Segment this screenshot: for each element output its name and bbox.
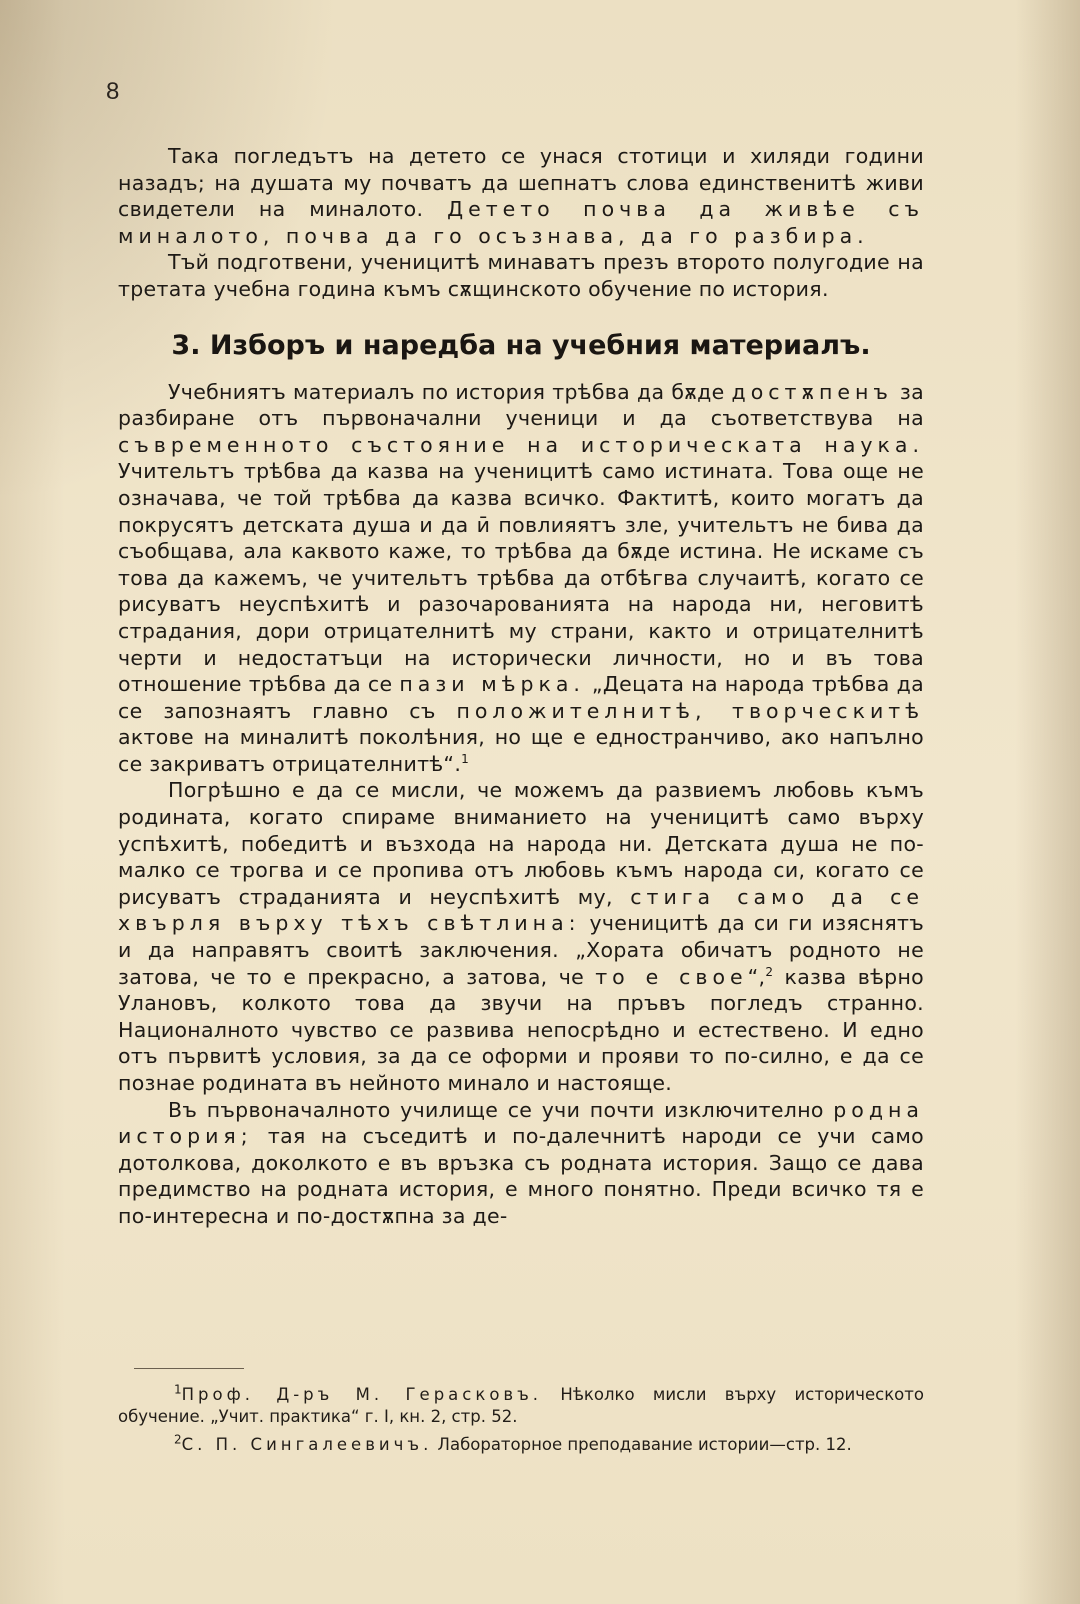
paragraph-4: Погрѣшно е да се мисли, че можемъ да развиемъ любовь къмъ родината, когато спираме вниманието на ученицитѣ само върху успѣхитѣ, победитѣ и възхода на народа ни. Детската душа не по-малко се трогва и се пропива отъ любовь къмъ народа си, когато се рисуватъ страданията и неуспѣхитѣ му, стига само да се хвърля върху тѣхъ свѣтлина: ученицитѣ да си ги изяснятъ и да направятъ своитѣ заключения. „Хората обичатъ родното не затова, че то е прекрасно, а затова, че то е свое“,$^2$ казва вѣрно Улановъ, колкото това да звучи на пръвъ погледъ странно. Националното чувство се развива непосрѣдно и естествено. И едно отъ първитѣ условия, за да се оформи и прояви то по-силно, е да се познае родината въ нейното минало и настояще. xyxy=(118,778,925,1095)
spaced-emphasis: то е свое xyxy=(595,964,748,989)
footnote-ref-2: 2 xyxy=(765,964,774,979)
paragraph-1: Така погледътъ на детето се унася стотици и хиляди години назадъ; на душата му почватъ да шепнатъ слова единственитѣ живи свидетели на миналото. Детето почва да живѣе съ миналото, почва да го осъзнава, да го разбира. xyxy=(118,144,924,248)
spaced-emphasis: Детето почва да живѣе съ миналото, почва да го осъзнава, да го разбира. xyxy=(118,197,924,248)
footnote-1: $^1$Проф. Д-ръ М. Герасковъ. Нѣколко мисли върху историческото обучение. „Учит. практика“ г. I, кн. 2, стр. 52. xyxy=(118,1382,924,1426)
spaced-emphasis: съвременното състояние на историческата наука. xyxy=(118,432,924,457)
paragraph-2: Тъй подготвени, ученицитѣ минаватъ презъ второто полугодие на третата учебна година къмъ сѫщинското обучение по история. xyxy=(118,250,924,301)
spaced-emphasis: положителнитѣ, творческитѣ xyxy=(456,698,924,723)
paragraph-3: Учебниятъ материалъ по история трѣбва да бѫде достѫпенъ за разбиране отъ първоначални ученици и да съответствува на съвременното състояние на историческата наука. Учительтъ трѣбва да казва на ученицитѣ само истината. Това още не означава, че той трѣбва да казва всичко. Фактитѣ, които могатъ да покрусятъ детската душа и да ӣ повлияятъ зле, учительтъ не бива да съобщава, ала каквото каже, то трѣбва да бѫде истина. Не искаме съ това да кажемъ, че учительтъ трѣбва да отбѣгва случаитѣ, когато се рисуватъ неуспѣхитѣ и разочарованията на народа ни, неговитѣ страдания, дори отрицателнитѣ му страни, както и отрицателнитѣ черти и недостатъци на исторически личности, но и въ това отношение трѣбва да се пази мѣрка. „Децата на народа трѣбва да се запознаятъ главно съ положителнитѣ, творческитѣ актове на миналитѣ поколѣния, но ще е едностранчиво, ако напълно се закриватъ отрицателнитѣ“.$^1$ xyxy=(118,379,924,776)
footnotes xyxy=(118,1384,924,1456)
spaced-emphasis: стига само да се хвърля върху тѣхъ свѣтлина: xyxy=(118,884,924,936)
spaced-emphasis: пази мѣрка. xyxy=(399,672,585,697)
section-heading: 3. Изборъ и наредба на учебния материалъ. xyxy=(171,329,871,361)
footnote-author: Проф. Д-ръ М. Герасковъ. xyxy=(181,1385,543,1404)
footnote-divider xyxy=(134,1368,244,1369)
spaced-emphasis: достѫпенъ xyxy=(731,379,893,404)
footnote-ref-1: 1 xyxy=(461,752,470,767)
page-number: 8 xyxy=(106,78,120,105)
footnote-2: $^2$С. П. Сингалеевичъ. Лабораторное преподавание истории—стр. 12. xyxy=(174,1432,852,1454)
spaced-emphasis: родна история; xyxy=(118,1097,924,1149)
paragraph-5: Въ първоначалното училище се учи почти изключително родна история; тая на съседитѣ и по-далечнитѣ народи се учи само дотолкова, доколкото е въ връзка съ родната история. Защо се дава предимство на родната история, е много понятно. Преди всичко тя е по-интересна и по-достѫпна за де- xyxy=(118,1097,924,1228)
main-text xyxy=(118,143,924,1230)
footnote-author: С. П. Сингалеевичъ. xyxy=(181,1435,433,1454)
